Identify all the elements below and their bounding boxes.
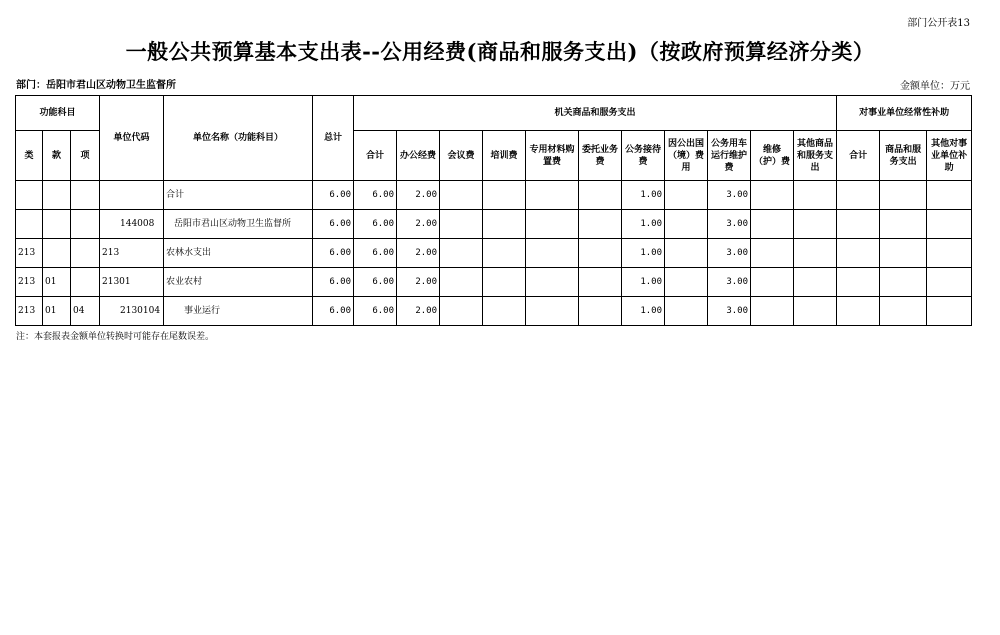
- cell-vehicle: 3.00: [708, 297, 751, 326]
- cell-org-subtotal: 6.00: [354, 210, 397, 239]
- cell-total: 6.00: [313, 210, 354, 239]
- header-org-goods-services: 机关商品和服务支出: [354, 96, 837, 131]
- cell-org-subtotal: 6.00: [354, 239, 397, 268]
- header-repair-expense: 维修（护）费: [751, 131, 794, 181]
- cell-training: [483, 210, 526, 239]
- cell-subsidy-goods: [880, 210, 927, 239]
- cell-entrusted: [579, 297, 622, 326]
- cell-repair: [751, 239, 794, 268]
- cell-unit-code: 144008: [100, 210, 164, 239]
- cell-subsidy-subtotal: [837, 297, 880, 326]
- cell-materials: [526, 210, 579, 239]
- footnote: 注：本套报表金额单位转换时可能存在尾数误差。: [16, 332, 215, 342]
- cell-lei: 213: [16, 268, 43, 297]
- cell-subsidy-subtotal: [837, 210, 880, 239]
- cell-repair: [751, 181, 794, 210]
- cell-reception: 1.00: [622, 210, 665, 239]
- cell-lei: 213: [16, 239, 43, 268]
- cell-other: [794, 181, 837, 210]
- cell-office: 2.00: [397, 181, 440, 210]
- cell-meeting: [440, 268, 483, 297]
- cell-reception: 1.00: [622, 181, 665, 210]
- cell-xiang: [71, 239, 100, 268]
- header-function-subject: 功能科目: [16, 96, 100, 131]
- cell-total: 6.00: [313, 239, 354, 268]
- cell-kuan: [43, 181, 71, 210]
- cell-subsidy-other: [927, 181, 972, 210]
- cell-abroad: [665, 181, 708, 210]
- cell-meeting: [440, 297, 483, 326]
- cell-reception: 1.00: [622, 297, 665, 326]
- cell-abroad: [665, 239, 708, 268]
- cell-unit-code: 2130104: [100, 297, 164, 326]
- cell-subsidy-subtotal: [837, 239, 880, 268]
- cell-xiang: [71, 181, 100, 210]
- header-kuan: 款: [43, 131, 71, 181]
- cell-training: [483, 268, 526, 297]
- cell-kuan: [43, 239, 71, 268]
- table-row: [16, 210, 972, 239]
- header-reception-expense: 公务接待费: [622, 131, 665, 181]
- cell-total: 6.00: [313, 268, 354, 297]
- cell-entrusted: [579, 181, 622, 210]
- cell-subsidy-subtotal: [837, 181, 880, 210]
- header-materials-expense: 专用材料购置费: [526, 131, 579, 181]
- cell-subsidy-other: [927, 210, 972, 239]
- cell-office: 2.00: [397, 297, 440, 326]
- cell-reception: 1.00: [622, 268, 665, 297]
- cell-training: [483, 181, 526, 210]
- cell-office: 2.00: [397, 239, 440, 268]
- department-label: 部门：岳阳市君山区动物卫生监督所: [16, 80, 176, 91]
- cell-subsidy-subtotal: [837, 268, 880, 297]
- cell-org-subtotal: 6.00: [354, 268, 397, 297]
- page-title: 一般公共预算基本支出表--公用经费(商品和服务支出)（按政府预算经济分类）: [125, 39, 875, 64]
- table-row: [16, 181, 972, 210]
- cell-kuan: 01: [43, 268, 71, 297]
- table-row: [16, 268, 972, 297]
- cell-repair: [751, 210, 794, 239]
- cell-unit-name: 合计: [164, 181, 313, 210]
- cell-xiang: [71, 210, 100, 239]
- cell-entrusted: [579, 239, 622, 268]
- cell-other: [794, 268, 837, 297]
- header-unit-code: 单位代码: [100, 96, 164, 181]
- cell-training: [483, 297, 526, 326]
- cell-subsidy-goods: [880, 239, 927, 268]
- cell-other: [794, 239, 837, 268]
- cell-unit-code: 213: [100, 239, 164, 268]
- header-meeting-expense: 会议费: [440, 131, 483, 181]
- amount-unit-label: 金额单位：万元: [900, 81, 970, 92]
- cell-vehicle: 3.00: [708, 268, 751, 297]
- cell-abroad: [665, 297, 708, 326]
- cell-entrusted: [579, 268, 622, 297]
- cell-subsidy-goods: [880, 268, 927, 297]
- cell-unit-name: 岳阳市君山区动物卫生监督所: [164, 210, 313, 239]
- header-lei: 类: [16, 131, 43, 181]
- cell-org-subtotal: 6.00: [354, 181, 397, 210]
- cell-materials: [526, 239, 579, 268]
- cell-kuan: 01: [43, 297, 71, 326]
- header-other-goods-expense: 其他商品和服务支出: [794, 131, 837, 181]
- cell-office: 2.00: [397, 268, 440, 297]
- cell-repair: [751, 297, 794, 326]
- table-row: [16, 239, 972, 268]
- cell-materials: [526, 297, 579, 326]
- cell-meeting: [440, 181, 483, 210]
- header-training-expense: 培训费: [483, 131, 526, 181]
- cell-meeting: [440, 210, 483, 239]
- cell-xiang: 04: [71, 297, 100, 326]
- header-subsidy-subtotal: 合计: [837, 131, 880, 181]
- cell-unit-name: 农林水支出: [164, 239, 313, 268]
- cell-office: 2.00: [397, 210, 440, 239]
- cell-abroad: [665, 210, 708, 239]
- header-subsidy-other: 其他对事业单位补助: [927, 131, 972, 181]
- header-institution-subsidy: 对事业单位经常性补助: [837, 96, 972, 131]
- header-entrusted-expense: 委托业务费: [579, 131, 622, 181]
- cell-subsidy-other: [927, 268, 972, 297]
- cell-abroad: [665, 268, 708, 297]
- cell-other: [794, 210, 837, 239]
- cell-total: 6.00: [313, 297, 354, 326]
- cell-repair: [751, 268, 794, 297]
- header-subsidy-goods: 商品和服务支出: [880, 131, 927, 181]
- cell-unit-name: 农业农村: [164, 268, 313, 297]
- header-vehicle-expense: 公务用车运行维护费: [708, 131, 751, 181]
- cell-unit-code: 21301: [100, 268, 164, 297]
- cell-kuan: [43, 210, 71, 239]
- cell-reception: 1.00: [622, 239, 665, 268]
- cell-meeting: [440, 239, 483, 268]
- budget-table: [15, 95, 972, 326]
- cell-vehicle: 3.00: [708, 181, 751, 210]
- header-xiang: 项: [71, 131, 100, 181]
- cell-subsidy-other: [927, 239, 972, 268]
- cell-unit-name: 事业运行: [164, 297, 313, 326]
- cell-subsidy-other: [927, 297, 972, 326]
- cell-materials: [526, 181, 579, 210]
- cell-other: [794, 297, 837, 326]
- cell-lei: [16, 210, 43, 239]
- header-unit-name: 单位名称（功能科目）: [164, 96, 313, 181]
- header-abroad-expense: 因公出国（境）费用: [665, 131, 708, 181]
- cell-unit-code: [100, 181, 164, 210]
- cell-lei: 213: [16, 297, 43, 326]
- cell-lei: [16, 181, 43, 210]
- cell-materials: [526, 268, 579, 297]
- cell-entrusted: [579, 210, 622, 239]
- document-number: 部门公开表13: [907, 18, 970, 29]
- table-row: [16, 297, 972, 326]
- cell-training: [483, 239, 526, 268]
- header-total: 总计: [313, 96, 354, 181]
- cell-total: 6.00: [313, 181, 354, 210]
- cell-subsidy-goods: [880, 297, 927, 326]
- header-org-subtotal: 合计: [354, 131, 397, 181]
- cell-org-subtotal: 6.00: [354, 297, 397, 326]
- header-office-expense: 办公经费: [397, 131, 440, 181]
- cell-xiang: [71, 268, 100, 297]
- cell-vehicle: 3.00: [708, 239, 751, 268]
- header-row-1: [16, 96, 972, 131]
- cell-vehicle: 3.00: [708, 210, 751, 239]
- cell-subsidy-goods: [880, 181, 927, 210]
